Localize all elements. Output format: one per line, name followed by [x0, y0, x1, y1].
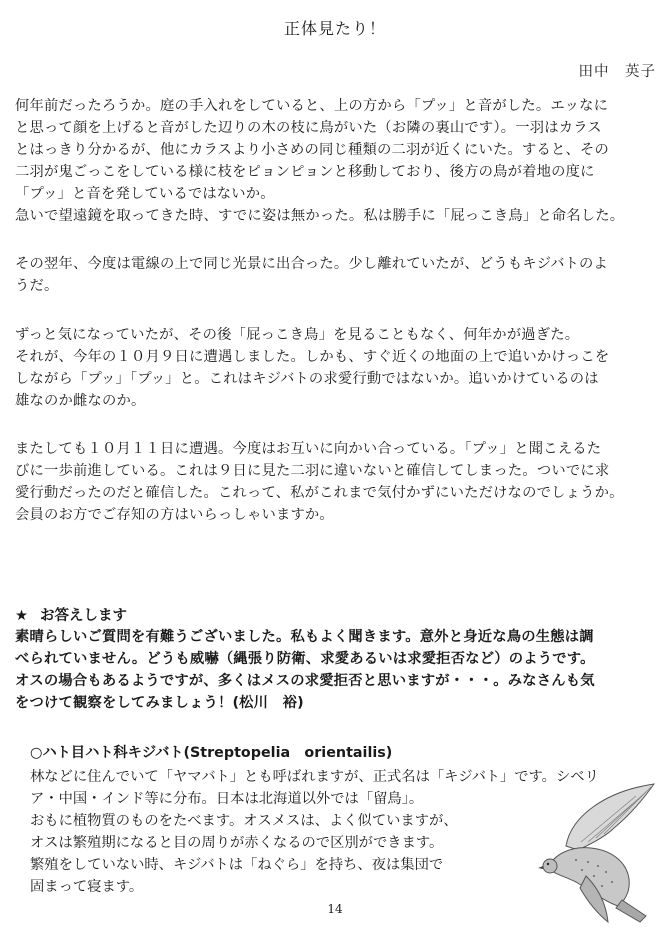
species-line: オスは繁殖期になると目の周りが赤くなるので区別ができます。: [30, 835, 444, 851]
question-line: それが、今年の１０月９日に遭遇しました。しかも、すぐ近くの地面の上で追いかけっこを: [15, 349, 610, 365]
question-line: と思って顔を上げると音がした辺りの木の枝に鳥がいた（お隣の裏山です）。一羽はカラス: [15, 120, 602, 136]
answer-line: 素晴らしいご質問を有難うございました。私もよく聞きます。意外と身近な鳥の生態は調: [15, 629, 594, 645]
question-line: 急いで望遠鏡を取ってきた時、すでに姿は無かった。私は勝手に「屁っこき鳥」と命名した。: [15, 208, 625, 224]
question-line: その翌年、今度は電線の上で同じ光景に出合った。少し離れていたが、どうもキジバトのよ: [15, 256, 608, 272]
answer-heading: [15, 604, 127, 625]
species-line: おもに植物質のものをたべます。オスメスは、よく似ていますが、: [30, 813, 458, 829]
answer-line: をつけて観察をしてみましょう！(松川 裕): [15, 695, 304, 711]
species-line: ア・中国・インド等に分布。日本は北海道以外では「留鳥」。: [30, 791, 424, 807]
question-line: 雄なのか雌なのか。: [15, 393, 146, 409]
page-number: 14: [327, 902, 343, 916]
question-line: 会員のお方でご存知の方はいらっしゃいますか。: [15, 507, 334, 523]
species-title: ○ハト目ハト科キジバト(Streptopelia orientailis): [30, 745, 393, 761]
question-line: うだ。: [15, 278, 59, 294]
question-line: しながら「プッ」「プッ」と。これはキジバトの求愛行動ではないか。追いかけているのは: [15, 371, 599, 387]
author-name: 田中 英子: [578, 64, 656, 80]
question-line: びに一歩前進している。これは９日に見た二羽に違いないと確信してしまった。ついでに求: [15, 463, 610, 479]
answer-heading-text: お答えします: [40, 608, 127, 624]
question-line: ずっと気になっていたが、その後「屁っこき鳥」を見ることもなく、何年かが過ぎた。: [15, 327, 580, 343]
question-line: 愛行動だったのだと確信した。これって、私がこれまで気付かずにいただけなのでしょうか。: [15, 485, 624, 501]
answer-line: オスの場合もあるようですが、多くはメスの求愛拒否と思いますが・・・。みなさんも気: [15, 673, 595, 689]
answer-line: べられていません。どうも威嚇（縄張り防衛、求愛あるいは求愛拒否など）のようです。: [15, 651, 595, 667]
question-line: 二羽が鬼ごっこをしている様に枝をピョンピョンと移動しており、後方の鳥が着地の度に: [15, 164, 595, 180]
article-title: 正体見たり！: [283, 19, 386, 38]
question-line: またしても１０月１１日に遭遇。今度はお互いに向かい合っている。「プッ」と聞こえるた: [15, 441, 602, 457]
question-line: 「プッ」と音を発しているではないか。: [15, 186, 275, 202]
species-line: 林などに住んでいて「ヤマバト」とも呼ばれますが、正式名は「キジバト」です。シベリ: [30, 769, 599, 785]
species-line: 固まって寝ます。: [30, 879, 144, 895]
question-line: とはっきり分かるが、他にカラスより小さめの同じ種類の二羽が近くにいた。すると、その: [15, 142, 609, 158]
species-line: 繁殖をしていない時、キジバトは「ねぐら」を持ち、夜は集団で: [30, 857, 444, 873]
question-line: 何年前だったろうか。庭の手入れをしていると、上の方から「プッ」と音がした。エッなに: [15, 98, 609, 114]
star-icon: ★: [15, 608, 28, 624]
